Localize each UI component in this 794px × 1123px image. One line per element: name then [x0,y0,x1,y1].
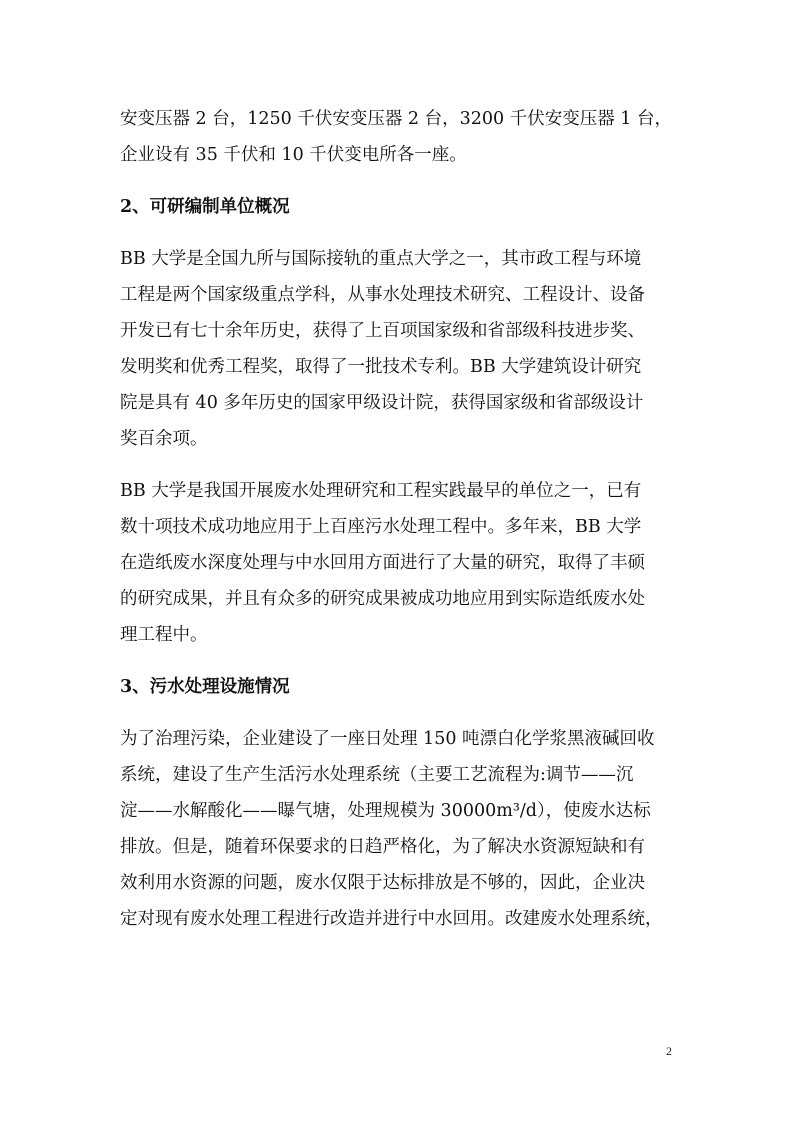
text-line: 系统，建设了生产生活污水处理系统（主要工艺流程为:调节——沉 [120,765,634,785]
text-line: 在造纸废水深度处理与中水回用方面进行了大量的研究，取得了丰硕 [120,553,645,573]
text-line: 奖百余项。 [120,429,208,449]
text-line: 安变压器 2 台，1250 千伏安变压器 2 台，3200 千伏安变压器 1 台， [120,109,672,129]
text-line: 数十项技术成功地应用于上百座污水处理工程中。多年来，BB 大学 [120,517,642,537]
section-heading-3: 3、污水处理设施情况 [120,677,290,697]
text-line: 工程是两个国家级重点学科，从事水处理技术研究、工程设计、设备 [120,285,645,305]
text-line: 院是具有 40 多年历史的国家甲级设计院，获得国家级和省部级设计 [120,393,644,413]
page-content [120,101,680,937]
text-line: BB 大学是全国九所与国际接轨的重点大学之一，其市政工程与环境 [120,249,642,269]
section2-paragraph-2 [120,473,680,653]
text-line: BB 大学是我国开展废水处理研究和工程实践最早的单位之一，已有 [120,481,642,501]
text-line: 为了治理污染，企业建设了一座日处理 150 吨漂白化学浆黑液碱回收 [120,729,655,749]
text-line: 理工程中。 [120,625,208,645]
page-number: 2 [666,1044,672,1058]
text-line: 的研究成果，并且有众多的研究成果被成功地应用到实际造纸废水处 [120,589,645,609]
text-line: 淀——水解酸化——曝气塘，处理规模为 30000m³/d），使废水达标 [120,801,651,821]
text-line: 定对现有废水处理工程进行改造并进行中水回用。改建废水处理系统， [120,909,663,929]
text-line: 排放。但是，随着环保要求的日趋严格化，为了解决水资源短缺和有 [120,837,645,857]
section2-paragraph-1 [120,241,680,457]
text-line: 效利用水资源的问题，废水仅限于达标排放是不够的，因此，企业决 [120,873,645,893]
section-heading-2: 2、可研编制单位概况 [120,197,290,217]
section3-paragraph-1 [120,721,680,937]
text-line: 开发已有七十余年历史，获得了上百项国家级和省部级科技进步奖、 [120,321,645,341]
text-line: 发明奖和优秀工程奖，取得了一批技术专利。BB 大学建筑设计研究 [120,357,642,377]
intro-paragraph [120,101,680,173]
text-line: 企业设有 35 千伏和 10 千伏变电所各一座。 [120,145,467,165]
